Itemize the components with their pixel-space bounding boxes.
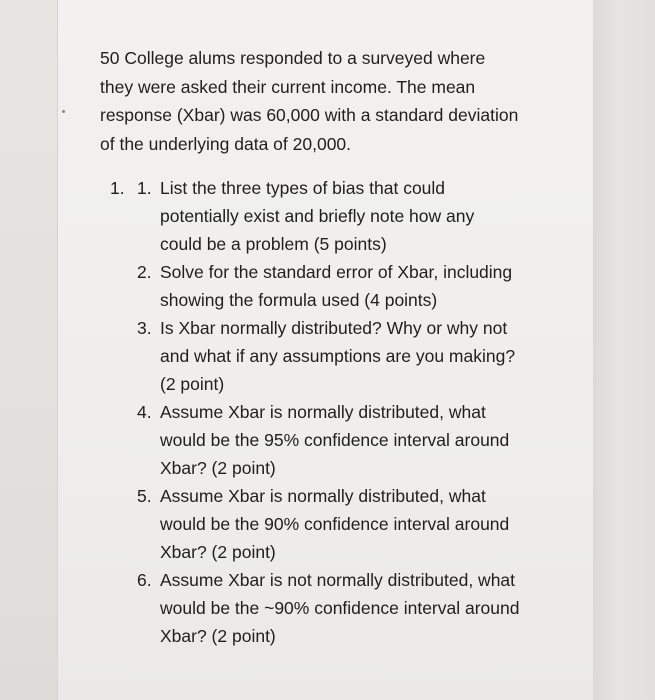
question-list (100, 174, 520, 650)
list-item (100, 174, 520, 258)
stray-mark (62, 110, 65, 113)
paper-edge (593, 0, 655, 700)
question-text: Is Xbar normally distributed? Why or why not and what if any assumptions are you making? (2 point) (160, 318, 516, 394)
list-item (100, 482, 520, 566)
question-number: 6. (137, 570, 152, 590)
question-text: Assume Xbar is not normally distributed, what would be the ~90% confidence interval around Xbar? (2 point) (160, 570, 520, 646)
list-item (100, 398, 520, 482)
question-number: 5. (137, 486, 152, 506)
list-item (100, 258, 520, 314)
question-text: Assume Xbar is normally distributed, what would be the 95% confidence interval around Xbar? (2 point) (160, 402, 510, 478)
question-text: Assume Xbar is normally distributed, what would be the 90% confidence interval around Xbar? (2 point) (160, 486, 510, 562)
question-text: List the three types of bias that could potentially exist and briefly note how any could be a problem (5 points) (160, 178, 475, 254)
list-item (100, 314, 520, 398)
problem-intro: 50 College alums responded to a surveyed where they were asked their current income. The mean response (Xbar) was 60,000 with a standard deviation of the underlying data of 20,000. (100, 48, 519, 154)
question-text: Solve for the standard error of Xbar, including showing the formula used (4 points) (160, 262, 513, 310)
question-number: 3. (137, 318, 152, 338)
question-number: 4. (137, 402, 152, 422)
question-number: 1. (137, 178, 152, 198)
list-item (100, 566, 520, 650)
outer-list-number: 1. (110, 178, 125, 198)
question-number: 2. (137, 262, 152, 282)
